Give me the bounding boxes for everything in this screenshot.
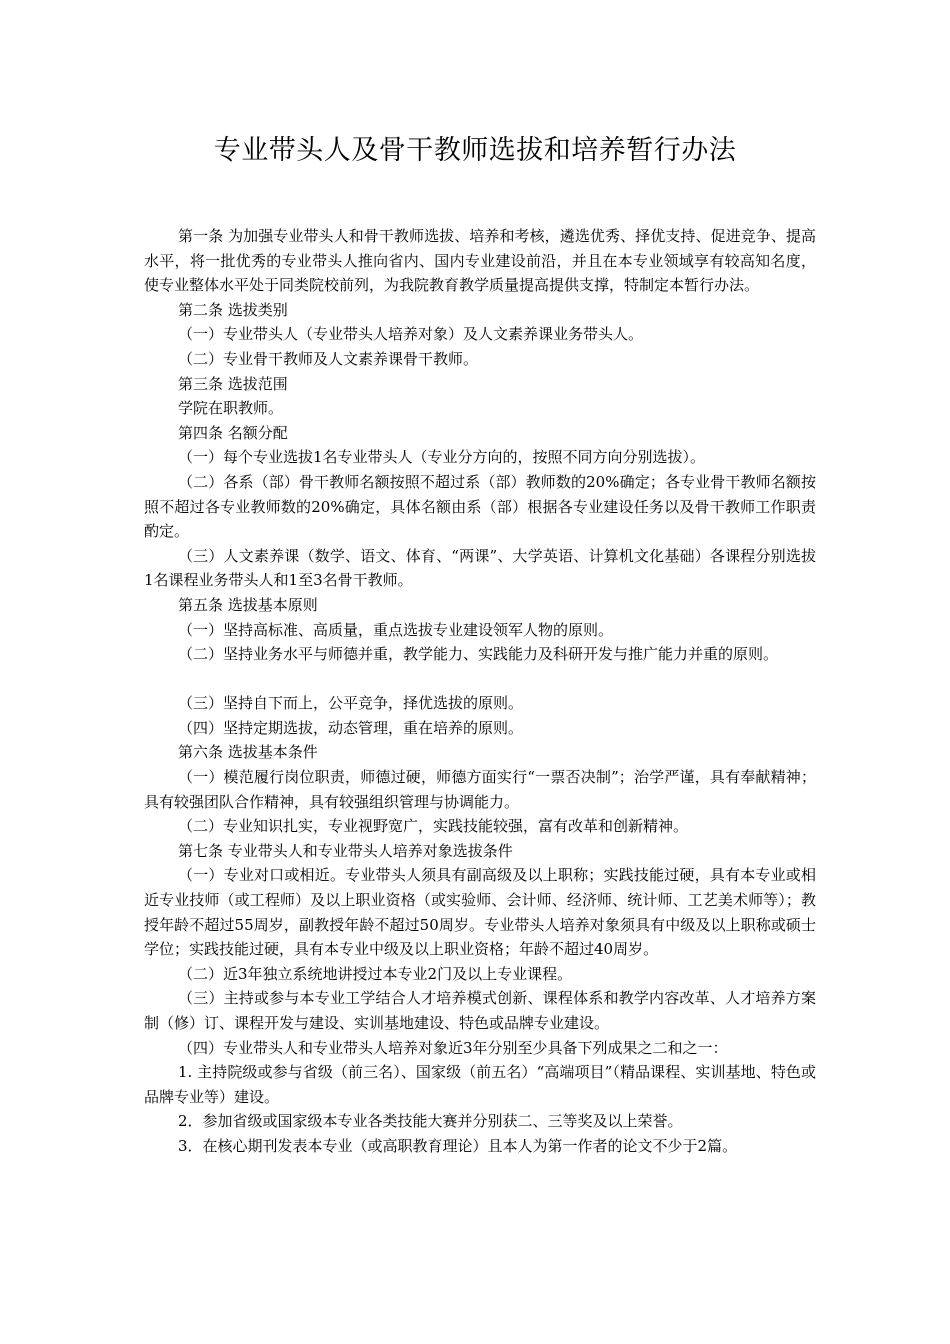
paragraph-article-1: 第一条 为加强专业带头人和骨干教师选拔、培养和考核，遴选优秀、择优支持、促进竞争、提高水平，将一批优秀的专业带头人推向省内、国内专业建设前沿，并且在本专业领域享有较高知名度，使专业整体水平处于同类院校前列，为我院教育教学质量提高提供支撑，特制定本暂行办法。 xyxy=(144,227,816,295)
paragraph-item: （一）每个专业选拔1名专业带头人（专业分方向的，按照不同方向分别选拔）。 xyxy=(178,448,706,467)
paragraph-item: （二）坚持业务水平与师德并重，教学能力、实践能力及科研开发与推广能力并重的原则。 xyxy=(178,645,779,664)
paragraph-item: （一）专业对口或相近。专业带头人须具有副高级及以上职称；实践技能过硬，具有本专业或相近专业技师（或工程师）及以上职业资格（或实验师、会计师、经济师、统计师、工艺美术师等）；教授年龄不超过55周岁，副教授年龄不超过50周岁。专业带头人培养对象须具有中级及以上职称或硕士学位；实践技能过硬，具有本专业中级及以上职业资格；年龄不超过40周岁。 xyxy=(144,866,816,959)
paragraph-item: （四）专业带头人和专业带头人培养对象近3年分别至少具备下列成果之二和之一： xyxy=(178,1038,728,1057)
paragraph-item: （二）各系（部）骨干教师名额按照不超过系（部）教师数的20%确定；各专业骨干教师名额按照不超过各专业教师数的20%确定，具体名额由系（部）根据各专业建设任务以及骨干教师工作职责酌定。 xyxy=(144,472,816,541)
paragraph-article-3-heading: 第三条 选拔范围 xyxy=(178,374,288,393)
paragraph-subitem: 1. 主持院级或参与省级（前三名）、国家级（前五名）“高端项目”（精品课程、实训基地、特色或品牌专业等）建设。 xyxy=(144,1063,816,1106)
paragraph-item: （一）专业带头人（专业带头人培养对象）及人文素养课业务带头人。 xyxy=(178,325,644,344)
paragraph-item: 学院在职教师。 xyxy=(178,399,284,418)
paragraph-article-7-heading: 第七条 专业带头人和专业带头人培养对象选拔条件 xyxy=(178,841,513,860)
paragraph-item: （一）坚持高标准、高质量，重点选拔专业建设领军人物的原则。 xyxy=(178,620,614,639)
paragraph-article-6-heading: 第六条 选拔基本条件 xyxy=(178,743,318,762)
paragraph-item: （三）人文素养课（数学、语文、体育、“两课”、大学英语、计算机文化基础）各课程分别选拔1名课程业务带头人和1至3名骨干教师。 xyxy=(144,546,816,590)
paragraph-item: （二）专业知识扎实，专业视野宽广，实践技能较强，富有改革和创新精神。 xyxy=(178,817,689,836)
paragraph-subitem: 2．参加省级或国家级本专业各类技能大赛并分别获二、三等奖及以上荣誉。 xyxy=(178,1112,683,1131)
paragraph-item: （二）专业骨干教师及人文素养课骨干教师。 xyxy=(178,349,479,368)
paragraph-article-4-heading: 第四条 名额分配 xyxy=(178,423,288,442)
blank-line xyxy=(144,667,816,692)
paragraph-item: （二）近3年独立系统地讲授过本专业2门及以上专业课程。 xyxy=(178,964,573,983)
paragraph-item: （三）主持或参与本专业工学结合人才培养模式创新、课程体系和教学内容改革、人才培养方案制（修）订、课程开发与建设、实训基地建设、特色或品牌专业建设。 xyxy=(144,989,816,1032)
document-title: 专业带头人及骨干教师选拔和培养暂行办法 xyxy=(213,135,737,166)
paragraph-article-2-heading: 第二条 选拔类别 xyxy=(178,300,288,319)
paragraph-item: （三）坚持自下而上，公平竞争，择优选拔的原则。 xyxy=(178,694,524,713)
paragraph-item: （四）坚持定期选拔，动态管理，重在培养的原则。 xyxy=(178,718,524,737)
paragraph-article-5-heading: 第五条 选拔基本原则 xyxy=(178,595,318,614)
paragraph-subitem: 3．在核心期刊发表本专业（或高职教育理论）且本人为第一作者的论文不少于2篇。 xyxy=(178,1136,738,1155)
document-body xyxy=(144,224,816,1159)
paragraph-item: （一）模范履行岗位职责，师德过硬，师德方面实行“一票否决制”；治学严谨，具有奉献精神；具有较强团队合作精神，具有较强组织管理与协调能力。 xyxy=(144,768,816,811)
